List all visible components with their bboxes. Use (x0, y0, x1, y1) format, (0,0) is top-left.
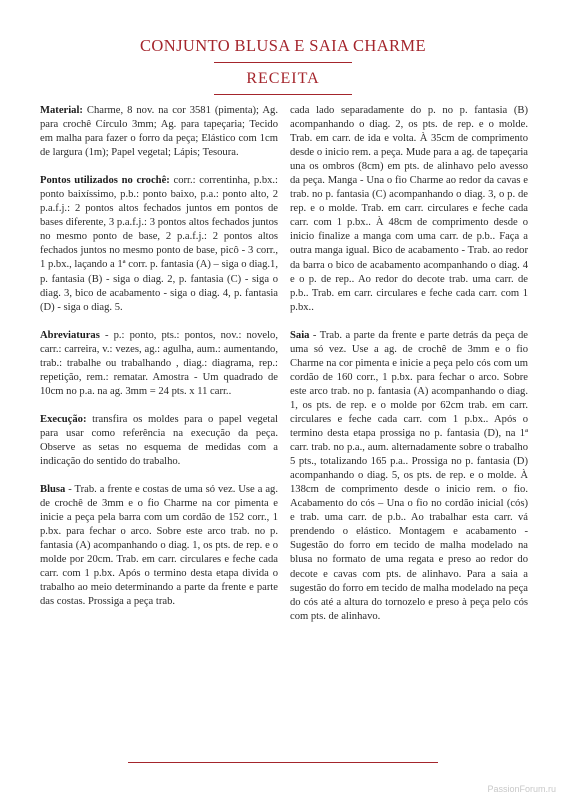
page-title: CONJUNTO BLUSA E SAIA CHARME (140, 36, 426, 55)
blusa-label: Blusa (40, 484, 66, 496)
saia-paragraph (290, 329, 528, 624)
abreviaturas-text: - p.: ponto, pts.: pontos, nov.: novelo, carr.: carreira, v.: vezes, ag.: agulha, aum.: aumentando, trab.: trabalhe ou trabalhando , diag.: diagrama, rep.: repetição, rem.: rematar. Amostra - Um quadrado de 10cm no p.a. na ag. 3mm = 24 pts. x 11 carr.. (40, 329, 278, 397)
footer-divider (128, 762, 438, 763)
saia-text: - Trab. a parte da frente e parte detrás da peça de uma só vez. Use a ag. de crochê de 3mm e o fio Charme na cor pimenta e inicie a peça pelo cós com um cordão de 160 corr., 1 p.bx. para fechar o arco. Sobre este arco trab. no p. fantasia (A) acompanhando o diag. 1, os pts. de rep. e o molde por 62cm trab. em carr. circulares e feche cada carr. com 1 p.bx.. Após o termino desta etapa prossiga no p. fantasia (D), na 1ª carr. trab. no p.a., aum. alternadamente sobre o trabalho 5 pts., totalizando 165 p.a.. Prossiga no p. fantasia (D) acompanhando o diag. 5, os pts. de rep. e o molde. À 138cm de comprimento desde o inicio rem. o fio. Acabamento do cós – Una o fio no cordão inicial (cós) e trab. uma carr. de p.b.. Ao trabalhar esta carr. vá prendendo o elástico. Montagem e acabamento - Sugestão do forro em tecido de malha modelado na blusa no formato de uma regata e preso ao redor do decote e cavas com pts. de alinhavo. Para a saia a sugestão do forro em tecido de malha modelado na peça do cós até a altura do tornozelo e preso à peça pelo cós com pts. de alinhavo. (290, 329, 528, 622)
left-column (40, 104, 278, 624)
abreviaturas-label: Abreviaturas (40, 329, 100, 341)
page-subtitle: RECEITA (246, 70, 320, 87)
pontos-label: Pontos utilizados no crochê: (40, 175, 170, 187)
title-divider (214, 62, 352, 63)
pontos-text: corr.: correntinha, p.bx.: ponto baixíssimo, p.b.: ponto baixo, p.a.: ponto alto, 2 p.a.f.j.: 2 pontos altos fechados juntos em pontos de bases diferente, 3 p.a.f.j.: 3 pontos altos fechados juntos no mesmo ponto de base, 2 p.a.f.j.: 2 pontos altos fechados juntos no mesmo ponto de base, picô - 3 corr., 1 p.bx., laçando a 1ª corr. p. fantasia (A) – siga o diag.1, p. fantasia (B) - siga o diag. 2, p. fantasia (C) - siga o diag. 3, bico de acabamento - siga o diag. 4, p. fantasia (D) - siga o diag. 5. (40, 175, 278, 313)
blusa-continued-paragraph (290, 104, 528, 315)
watermark: PassionForum.ru (487, 784, 556, 794)
execucao-label: Execução: (40, 413, 87, 425)
execucao-text: transfira os moldes para o papel vegetal para usar como referência na execução da peça. Observe as setas no esquema de medidas com a indicação do sentido do trabalho. (40, 413, 278, 468)
saia-label: Saia (290, 329, 310, 341)
blusa-continued-text: cada lado separadamente do p. no p. fantasia (B) acompanhando o diag. 2, os pts. de rep. e o molde. Trab. em carr. de ida e volta. À 35cm de comprimento desde o inicio rem. a peça. Mude para a ag. de tapeçaria una os ombros (8cm) em pts. de alinhavo pelo avesso da peça. Manga - Una o fio Charme ao redor da cavas e trab. no p. fantasia (C) acompanhando o diag. 3, o p. de rep. e o molde. Trab. em carr. circulares e feche cada carr. com 1 p.bx.. À 48cm de comprimento desde o inicio finalize a manga com uma carr. de p.b.. Faça a outra manga igual. Bico de acabamento - Trab. ao redor da barra o bico de acabamento acompanhando o diag. 4 e o p. de rep.. Ao redor do decote trab. uma carr. de p.b.. Trab. em carr. circulares e feche cada carr. com 1 p.bx.. (290, 105, 528, 313)
pontos-paragraph (40, 174, 278, 314)
subtitle-divider (214, 94, 352, 95)
abreviaturas-paragraph (40, 329, 278, 399)
blusa-paragraph (40, 483, 278, 609)
material-label: Material: (40, 105, 83, 116)
right-column (290, 104, 528, 638)
material-text: Charme, 8 nov. na cor 3581 (pimenta); Ag. para crochê Círculo 3mm; Ag. para tapeçaria; Tecido em malha para fazer o forro da peça; Elástico com 1cm de largura (1m); Papel vegetal; Lápis; Tesoura. (40, 105, 278, 159)
material-paragraph (40, 104, 278, 160)
execucao-paragraph (40, 413, 278, 469)
blusa-text: - Trab. a frente e costas de uma só vez. Use a ag. de crochê de 3mm e o fio Charme na cor pimenta e inicie a peça pela barra com um cordão de 152 corr., 1 p.bx. para fechar o arco. Sobre este arco trab. no p. fantasia (A) acompanhando o diag. 1, os pts. de rep. e o molde por 20cm. Trab. em carr. circulares e feche cada carr. com 1 p.bx. Após o termino desta etapa divida o trabalho ao meio determinando a parte da frente e parte das costas. Prossiga a peça trab. (40, 484, 278, 608)
